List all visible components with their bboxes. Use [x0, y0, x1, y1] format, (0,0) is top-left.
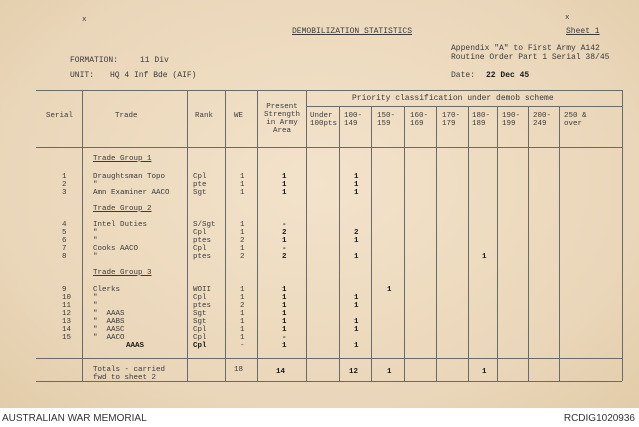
- cell-p2: 1: [354, 294, 359, 302]
- trade-group-heading: Trade Group 2: [93, 205, 152, 213]
- cell-p2: 1: [354, 302, 359, 310]
- present-header-4: Area: [272, 127, 291, 135]
- col-rule-14: [622, 90, 623, 381]
- cell-rank: Cpl: [193, 245, 207, 253]
- p4-header-2: 169: [410, 120, 424, 128]
- p2-header-2: 149: [344, 120, 358, 128]
- col-rule-6: [339, 106, 340, 381]
- cell-trade: Cooks AACO: [93, 245, 139, 253]
- p5-header-2: 179: [442, 120, 456, 128]
- p5-header-1: 170-: [442, 112, 461, 120]
- cell-rank: Cpl: [193, 173, 207, 181]
- cell-present: -: [282, 245, 287, 253]
- cell-rank: pte: [193, 181, 207, 189]
- serial-header: Serial: [46, 112, 74, 120]
- cell-present: 1: [282, 173, 287, 181]
- archive-name: AUSTRALIAN WAR MEMORIAL: [2, 413, 147, 424]
- cell-p2: 1: [354, 237, 359, 245]
- cell-serial: 2: [62, 181, 67, 189]
- cell-rank: ptes: [193, 302, 212, 310]
- unit-value: HQ 4 Inf Bde (AIF): [110, 71, 197, 80]
- cell-rank: Cpl: [193, 229, 207, 237]
- p4-header-1: 160-: [410, 112, 429, 120]
- col-rule-1: [82, 90, 83, 381]
- p8-header-1: 200-: [533, 112, 552, 120]
- cell-present: 1: [282, 342, 287, 350]
- cell-present: 1: [282, 294, 287, 302]
- formation-label: FORMATION:: [70, 56, 119, 65]
- trade-group-heading: Trade Group 3: [93, 269, 152, 277]
- totals-label-2: fwd to sheet 2: [93, 374, 157, 382]
- p7-header-2: 199: [502, 120, 516, 128]
- archive-reference: RCDIG1020936: [563, 413, 635, 424]
- cell-trade: ": [93, 294, 98, 302]
- cell-serial: 14: [62, 326, 72, 334]
- cell-serial: 7: [62, 245, 67, 253]
- p9-header-1: 250 &: [564, 112, 587, 120]
- cell-trade: " AAAS: [93, 310, 125, 318]
- cell-we: 1: [240, 173, 245, 181]
- cell-rank: Sgt: [193, 189, 207, 197]
- cell-rank: WOII: [193, 286, 212, 294]
- cell-trade: Intel Duties: [93, 221, 148, 229]
- col-rule-12: [528, 106, 529, 381]
- p3-header-1: 150-: [377, 112, 396, 120]
- present-header-3: in Army: [266, 119, 298, 127]
- cell-present: 2: [282, 229, 287, 237]
- p6-header-2: 189: [472, 120, 486, 128]
- p7-header-1: 190-: [502, 112, 521, 120]
- cell-serial: 13: [62, 318, 72, 326]
- cell-trade: ": [93, 229, 98, 237]
- cell-trade: " AABS: [93, 318, 125, 326]
- p3-header-2: 159: [377, 120, 391, 128]
- p6-header-1: 180-: [472, 112, 491, 120]
- cell-trade: Clerks: [93, 286, 121, 294]
- corner-mark-left: x: [82, 16, 87, 24]
- cell-serial: 1: [62, 173, 67, 181]
- cell-serial: 10: [62, 294, 72, 302]
- totals-p6: 1: [482, 368, 487, 376]
- cell-rank: ptes: [193, 253, 212, 261]
- totals-label-1: Totals - carried: [93, 366, 166, 374]
- cell-present: 1: [282, 286, 287, 294]
- rank-header: Rank: [195, 112, 214, 120]
- cell-we: 1: [240, 229, 245, 237]
- column-header-rule: [36, 147, 622, 148]
- trade-header: Trade: [115, 112, 138, 120]
- cell-present: 1: [282, 310, 287, 318]
- sheet-number: Sheet 1: [566, 27, 600, 36]
- cell-p2: 2: [354, 229, 359, 237]
- cell-we: 1: [240, 294, 245, 302]
- cell-we: 1: [240, 245, 245, 253]
- cell-serial: 11: [62, 302, 72, 310]
- cell-trade: ": [93, 302, 98, 310]
- p9-header-2: over: [564, 120, 583, 128]
- cell-serial: 3: [62, 189, 67, 197]
- p1-header-1: Under: [310, 112, 333, 120]
- cell-rank: Cpl: [193, 326, 207, 334]
- priority-header: Priority classification under demob scheme: [352, 94, 554, 103]
- totals-p2: 12: [349, 368, 359, 376]
- cell-we: -: [240, 342, 245, 350]
- totals-we: 18: [234, 366, 244, 374]
- p1-header-2: 100pts: [310, 120, 338, 128]
- trade-group-heading: Trade Group 1: [93, 155, 152, 163]
- col-rule-3: [225, 90, 226, 381]
- date-label: Date:: [451, 71, 476, 80]
- archive-footer: [0, 408, 639, 427]
- cell-rank: ptes: [193, 237, 212, 245]
- we-header: WE: [234, 112, 244, 120]
- cell-rank: S/Sgt: [193, 221, 216, 229]
- cell-p2: 1: [354, 173, 359, 181]
- cell-we: 1: [240, 286, 245, 294]
- col-rule-9: [436, 106, 437, 381]
- cell-we: 1: [240, 318, 245, 326]
- cell-rank: Sgt: [193, 318, 207, 326]
- totals-top-rule: [36, 358, 622, 359]
- cell-serial: 15: [62, 334, 72, 342]
- cell-present: 1: [282, 318, 287, 326]
- cell-trade: Amn Examiner AACO: [93, 189, 170, 197]
- col-rule-2: [187, 90, 188, 381]
- cell-present: 1: [282, 326, 287, 334]
- cell-serial: 8: [62, 253, 67, 261]
- p8-header-2: 249: [533, 120, 547, 128]
- appendix-line-2: Routine Order Part 1 Serial 38/45: [451, 53, 610, 62]
- cell-trade: " AACO: [93, 334, 125, 342]
- cell-p2: 1: [354, 342, 359, 350]
- table-top-rule: [36, 90, 622, 91]
- cell-we: 1: [240, 310, 245, 318]
- present-header-2: Strength: [263, 111, 300, 119]
- present-header-1: Present: [266, 103, 298, 111]
- totals-p3: 1: [387, 368, 392, 376]
- corner-mark-right: x: [565, 14, 570, 22]
- cell-p2: 1: [354, 189, 359, 197]
- cell-trade: ": [93, 237, 98, 245]
- cell-rank: Cpl: [193, 294, 207, 302]
- cell-present: -: [282, 221, 287, 229]
- cell-we: 1: [240, 326, 245, 334]
- formation-value: 11 Div: [140, 56, 169, 65]
- cell-p2: 1: [354, 253, 359, 261]
- cell-trade: ": [93, 181, 98, 189]
- cell-serial: 9: [62, 286, 67, 294]
- unit-label: UNIT:: [70, 71, 95, 80]
- document-title: DEMOBILIZATION STATISTICS: [292, 27, 413, 36]
- col-rule-5: [306, 90, 307, 381]
- cell-p3: 1: [387, 286, 392, 294]
- cell-we: 1: [240, 221, 245, 229]
- col-rule-13: [559, 106, 560, 381]
- p2-header-1: 100-: [344, 112, 363, 120]
- cell-serial: 4: [62, 221, 67, 229]
- cell-serial: 6: [62, 237, 67, 245]
- col-rule-8: [404, 106, 405, 381]
- cell-p2: 1: [354, 326, 359, 334]
- cell-trade: " AASC: [93, 326, 125, 334]
- priority-header-rule: [306, 106, 622, 107]
- cell-present: 1: [282, 189, 287, 197]
- cell-present: 1: [282, 302, 287, 310]
- cell-we: 2: [240, 302, 245, 310]
- cell-trade: Draughtsman Topo: [93, 173, 166, 181]
- cell-rank: Sgt: [193, 310, 207, 318]
- cell-serial: 5: [62, 229, 67, 237]
- cell-p2: 1: [354, 318, 359, 326]
- col-rule-7: [371, 106, 372, 381]
- cell-rank: Cpl: [193, 334, 207, 342]
- appendix-line-1: Appendix "A" to First Army A142: [451, 44, 600, 53]
- cell-present: 1: [282, 237, 287, 245]
- date-value: 22 Dec 45: [486, 71, 530, 80]
- cell-present: 2: [282, 253, 287, 261]
- cell-we: 2: [240, 253, 245, 261]
- col-rule-11: [497, 106, 498, 381]
- totals-present: 14: [276, 368, 286, 376]
- cell-we: 1: [240, 334, 245, 342]
- cell-present: 1: [282, 181, 287, 189]
- cell-we: 2: [240, 237, 245, 245]
- cell-we: 1: [240, 189, 245, 197]
- cell-p2: 1: [354, 181, 359, 189]
- cell-trade: ": [93, 253, 98, 261]
- col-rule-10: [468, 106, 469, 381]
- cell-serial: 12: [62, 310, 72, 318]
- cell-we: 1: [240, 181, 245, 189]
- cell-p6: 1: [482, 253, 487, 261]
- cell-trade: AAAS: [126, 342, 145, 350]
- cell-present: -: [282, 334, 287, 342]
- cell-rank: Cpl: [193, 342, 207, 350]
